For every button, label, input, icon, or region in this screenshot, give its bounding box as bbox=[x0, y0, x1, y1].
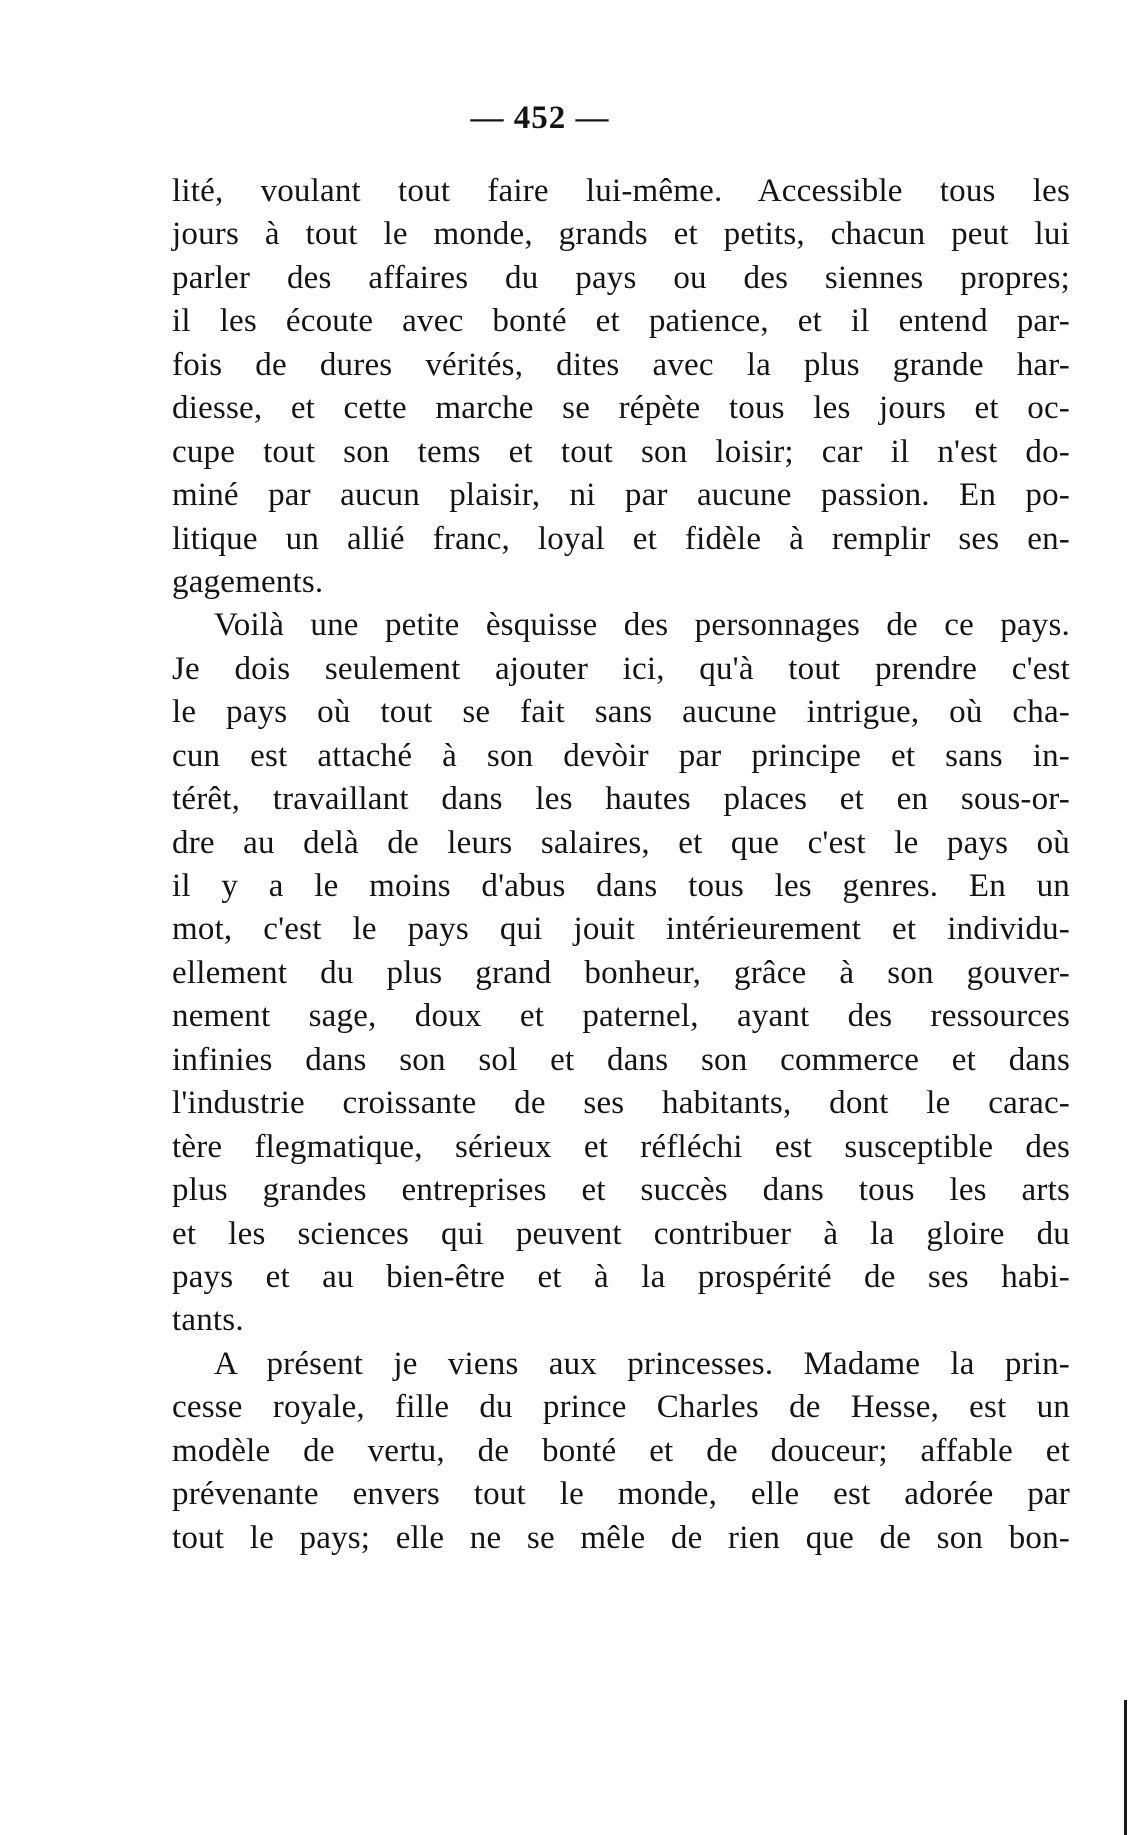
text-line: dre au delà de leurs salaires, et que c'est le pays où bbox=[172, 824, 1070, 861]
text-line: tants. bbox=[172, 1302, 244, 1339]
text-line: Je dois seulement ajouter ici, qu'à tout prendre c'est bbox=[172, 650, 1070, 687]
text-line: A présent je viens aux princesses. Madame la prin- bbox=[214, 1345, 1070, 1382]
text-line: il les écoute avec bonté et patience, et il entend par- bbox=[172, 303, 1070, 340]
text-line: nement sage, doux et paternel, ayant des ressources bbox=[172, 998, 1070, 1035]
text-line: l'industrie croissante de ses habitants, dont le carac- bbox=[172, 1085, 1070, 1122]
page-number: — 452 — bbox=[470, 100, 610, 136]
text-line: et les sciences qui peuvent contribuer à la gloire du bbox=[172, 1215, 1070, 1252]
text-line: térêt, travaillant dans les hautes places et en sous-or- bbox=[172, 781, 1070, 818]
text-line: diesse, et cette marche se répète tous les jours et oc- bbox=[172, 390, 1070, 427]
text-line: prévenante envers tout le monde, elle est adorée par bbox=[172, 1476, 1070, 1513]
text-line: gagements. bbox=[172, 563, 324, 600]
text-line: Voilà une petite èsquisse des personnages de ce pays. bbox=[214, 607, 1070, 644]
text-line: tère flegmatique, sérieux et réfléchi est susceptible des bbox=[172, 1128, 1070, 1165]
text-line: le pays où tout se fait sans aucune intrigue, où cha- bbox=[172, 694, 1070, 731]
text-line: ellement du plus grand bonheur, grâce à son gouver- bbox=[172, 954, 1070, 991]
text-line: parler des affaires du pays ou des siennes propres; bbox=[172, 259, 1070, 296]
page-edge-mark bbox=[1124, 1700, 1127, 1835]
text-line: pays et au bien-être et à la prospérité de ses habi- bbox=[172, 1258, 1070, 1295]
text-line: cesse royale, fille du prince Charles de Hesse, est un bbox=[172, 1389, 1070, 1426]
text-line: miné par aucun plaisir, ni par aucune passion. En po- bbox=[172, 477, 1070, 514]
text-line: infinies dans son sol et dans son commerce et dans bbox=[172, 1041, 1070, 1078]
body-text bbox=[172, 170, 1070, 1560]
text-line: tout le pays; elle ne se mêle de rien que de son bon- bbox=[172, 1519, 1070, 1556]
text-line: lité, voulant tout faire lui-même. Accessible tous les bbox=[172, 173, 1070, 209]
text-line: cun est attaché à son devòir par principe et sans in- bbox=[172, 737, 1070, 774]
text-line: il y a le moins d'abus dans tous les genres. En un bbox=[172, 868, 1070, 904]
text-line: plus grandes entreprises et succès dans tous les arts bbox=[172, 1172, 1070, 1209]
text-line: litique un allié franc, loyal et fidèle à remplir ses en- bbox=[172, 520, 1070, 557]
text-line: fois de dures vérités, dites avec la plus grande har- bbox=[172, 346, 1070, 383]
text-line: cupe tout son tems et tout son loisir; car il n'est do- bbox=[172, 433, 1070, 470]
text-line: modèle de vertu, de bonté et de douceur; affable et bbox=[172, 1432, 1070, 1469]
text-line: jours à tout le monde, grands et petits, chacun peut lui bbox=[172, 216, 1070, 253]
text-line: mot, c'est le pays qui jouit intérieurement et individu- bbox=[172, 911, 1070, 948]
